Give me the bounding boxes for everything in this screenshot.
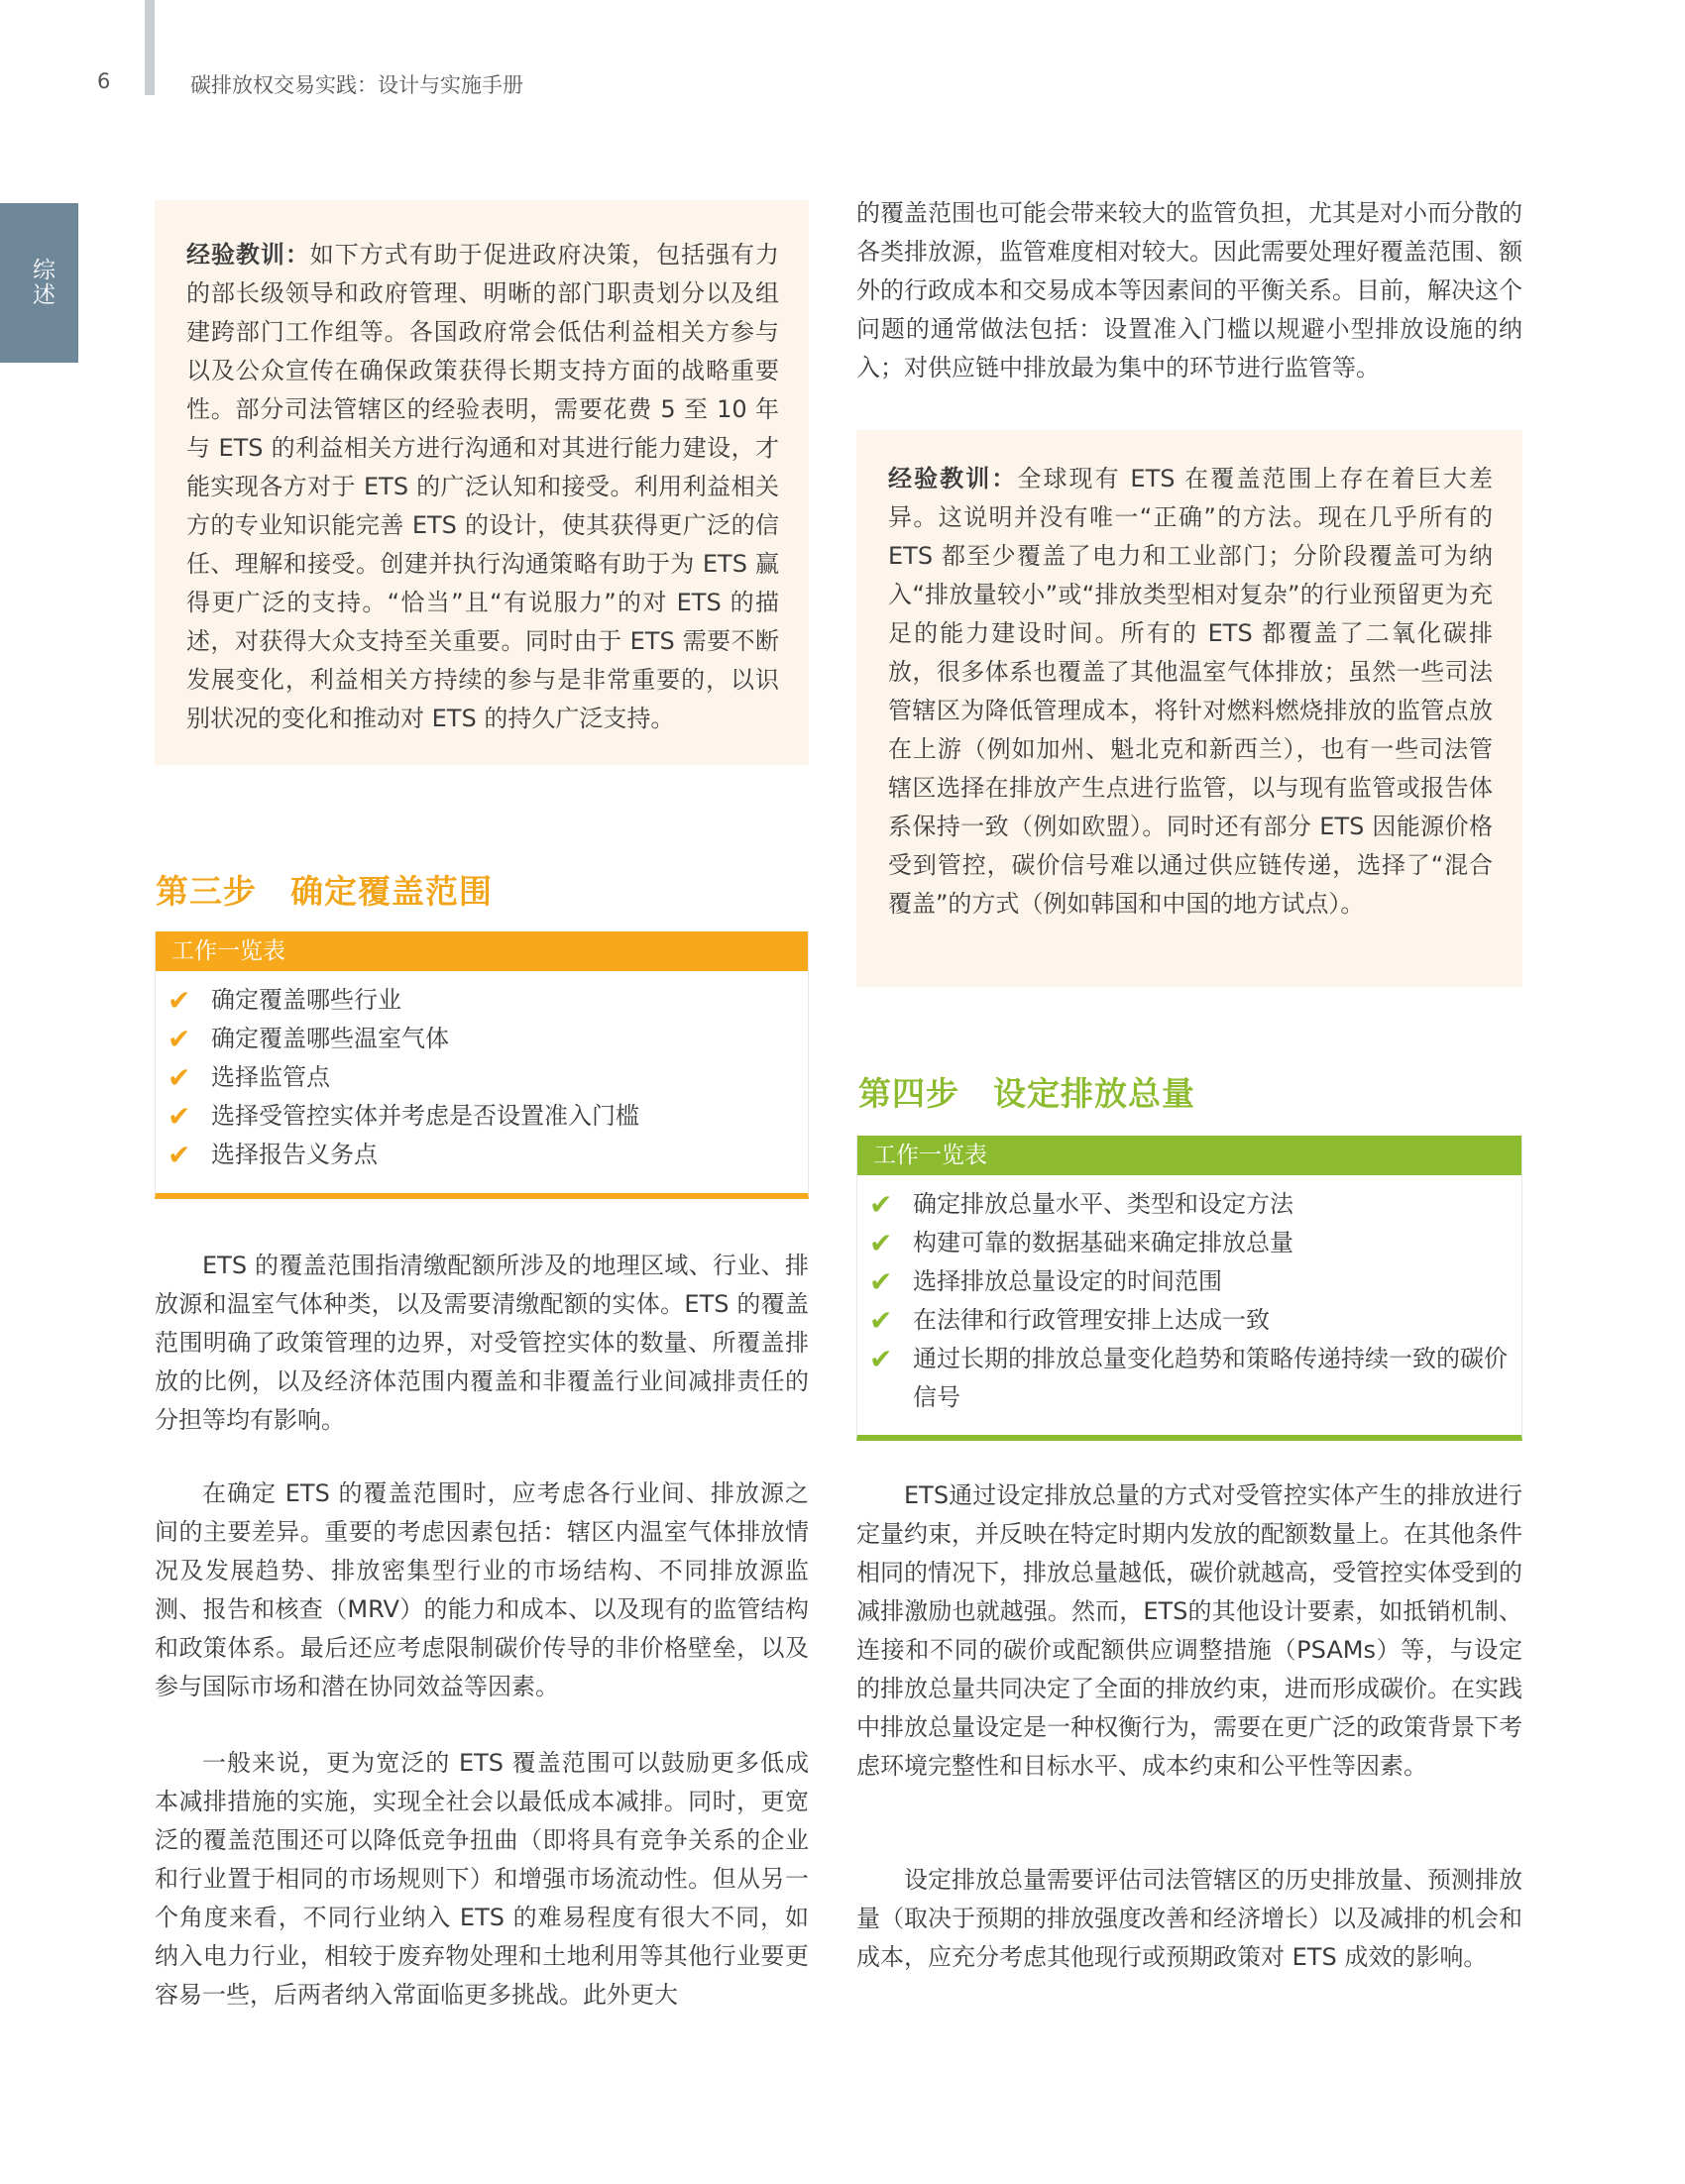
check-icon: ✔ [168,1139,191,1171]
lesson-body-2: 全球现有 ETS 在覆盖范围上存在着巨大差异。这说明并没有唯一“正确”的方法。现在几乎所有的 ETS 都至少覆盖了电力和工业部门；分阶段覆盖可为纳入“排放量较小”或“排放类型相对复杂”的行业预留更为充足的能力建设时间。所有的 ETS 都覆盖了二氧化碳排放，很多体系也覆盖了其他温室气体排放；虽然一些司法管辖区为降低管理成本，将针对燃料燃烧排放的监管点放在上游（例如加州、魁北克和新西兰），也有一些司法管辖区选择在排放产生点进行监管，以与现有监管或报告体系保持一致（例如欧盟）。同时还有部分 ETS 因能源价格受到管控，碳价信号难以通过供应链传递，选择了“混合覆盖”的方式（例如韩国和中国的地方试点）。 [888,465,1493,918]
step4-checklist [856,1136,1522,1441]
right-continued-paragraph: 的覆盖范围也可能会带来较大的监管负担，尤其是对小而分散的各类排放源，监管难度相对较大。因此需要处理好覆盖范围、额外的行政成本和交易成本等因素间的平衡关系。目前，解决这个问题的通常做法包括：设置准入门槛以规避小型排放设施的纳入；对供应链中排放最为集中的环节进行监管等。 [856,199,1522,382]
lesson-body-1: 如下方式有助于促进政府决策，包括强有力的部长级领导和政府管理、明晰的部门职责划分以及组建跨部门工作组等。各国政府常会低估利益相关方参与以及公众宣传在确保政策获得长期支持方面的战略重要性。部分司法管辖区的经验表明，需要花费 5 至 10 年与 ETS 的利益相关方进行沟通和对其进行能力建设，才能实现各方对于 ETS 的广泛认知和接受。利用利益相关方的专业知识能完善 ETS 的设计，使其获得更广泛的信任、理解和接受。创建并执行沟通策略有助于为 ETS 赢得更广泛的支持。“恰当”且“有说服力”的对 ETS 的描述，对获得大众支持至关重要。同时由于 ETS 需要不断发展变化，利益相关方持续的参与是非常重要的，以识别状况的变化和推动对 ETS 的持久广泛支持。 [186,241,780,732]
step3-paragraph-1: ETS 的覆盖范围指清缴配额所涉及的地理区域、行业、排放源和温室气体种类，以及需要清缴配额的实体。ETS 的覆盖范围明确了政策管理的边界，对受管控实体的数量、所覆盖排放的比例，以及经济体范围内覆盖和非覆盖行业间减排责任的分担等均有影响。 [155,1252,809,1434]
running-title: 碳排放权交易实践：设计与实施手册 [190,73,523,97]
step3-checklist-header: 工作一览表 [156,931,808,971]
check-icon: ✔ [869,1304,893,1337]
checklist-item-label: 通过长期的排放总量变化趋势和策略传递持续一致的碳价信号 [913,1345,1508,1411]
step3-checklist [155,931,809,1199]
checklist-item [857,1224,1521,1262]
step4-paragraph-1: ETS通过设定排放总量的方式对受管控实体产生的排放进行定量约束，并反映在特定时期内发放的配额数量上。在其他条件相同的情况下，排放总量越低，碳价就越高，受管控实体受到的减排激励也就越强。然而，ETS的其他设计要素，如抵销机制、连接和不同的碳价或配额供应调整措施（PSAMs）等，与设定的排放总量共同决定了全面的排放约束，进而形成碳价。在实践中排放总量设定是一种权衡行为，需要在更广泛的政策背景下考虑环境完整性和目标水平、成本约束和公平性等因素。 [856,1481,1522,1780]
checklist-item-label: 选择排放总量设定的时间范围 [913,1267,1222,1295]
step4-checklist-header: 工作一览表 [857,1136,1521,1175]
checklist-item-label: 确定覆盖哪些温室气体 [211,1025,449,1052]
lesson-box-1 [155,200,809,765]
lesson-lead-2: 经验教训： [888,465,1018,492]
checklist-item-label: 在法律和行政管理安排上达成一致 [913,1306,1270,1334]
checklist-item-label: 确定排放总量水平、类型和设定方法 [913,1190,1293,1218]
lesson-box-2 [856,430,1522,987]
step3-paragraph-2: 在确定 ETS 的覆盖范围时，应考虑各行业间、排放源之间的主要差异。重要的考虑因素包括：辖区内温室气体排放情况及发展趋势、排放密集型行业的市场结构、不同排放源监测、报告和核查（MRV）的能力和成本、以及现有的监管结构和政策体系。最后还应考虑限制碳价传导的非价格壁垒，以及参与国际市场和潜在协同效益等因素。 [155,1479,809,1700]
checklist-item [857,1262,1521,1301]
check-icon: ✔ [869,1265,893,1298]
checklist-item-label: 确定覆盖哪些行业 [211,986,401,1014]
checklist-item-label: 选择受管控实体并考虑是否设置准入门槛 [211,1102,639,1130]
header-divider-bar [145,0,155,95]
checklist-item [156,1136,808,1174]
checklist-item [857,1185,1521,1224]
step3-title: 第三步 确定覆盖范围 [156,872,493,911]
lesson-text-1 [186,236,779,738]
check-icon: ✔ [168,1023,191,1055]
check-icon: ✔ [168,984,191,1017]
step4-checklist-items [857,1175,1521,1417]
step4-title: 第四步 设定排放总量 [858,1074,1195,1113]
step4-paragraph-2: 设定排放总量需要评估司法管辖区的历史排放量、预测排放量（取决于预期的排放强度改善和经济增长）以及减排的机会和成本，应充分考虑其他现行或预期政策对 ETS 成效的影响。 [856,1866,1522,1971]
step3-checklist-items [156,971,808,1174]
check-icon: ✔ [869,1343,893,1375]
step3-paragraph-3: 一般来说，更为宽泛的 ETS 覆盖范围可以鼓励更多低成本减排措施的实施，实现全社会以最低成本减排。同时，更宽泛的覆盖范围还可以降低竞争扭曲（即将具有竞争关系的企业和行业置于相同的市场规则下）和增强市场流动性。但从另一个角度来看，不同行业纳入 ETS 的难易程度有很大不同，如纳入电力行业，相较于废弃物处理和土地利用等其他行业要更容易一些，后两者纳入常面临更多挑战。此外更大 [155,1749,809,2009]
checklist-item [857,1340,1521,1417]
side-tab-label: 综述 [29,258,55,307]
page-number: 6 [97,69,111,93]
checklist-item-label: 选择监管点 [211,1063,330,1091]
check-icon: ✔ [869,1227,893,1259]
check-icon: ✔ [168,1061,191,1094]
checklist-item-label: 构建可靠的数据基础来确定排放总量 [913,1229,1293,1256]
checklist-item [156,1058,808,1097]
lesson-lead-1: 经验教训： [186,241,310,269]
check-icon: ✔ [869,1188,893,1221]
check-icon: ✔ [168,1100,191,1133]
checklist-item-label: 选择报告义务点 [211,1141,378,1168]
lesson-text-2 [888,460,1493,924]
checklist-item [156,1020,808,1058]
checklist-item [156,1097,808,1136]
checklist-item [857,1301,1521,1340]
checklist-item [156,981,808,1020]
